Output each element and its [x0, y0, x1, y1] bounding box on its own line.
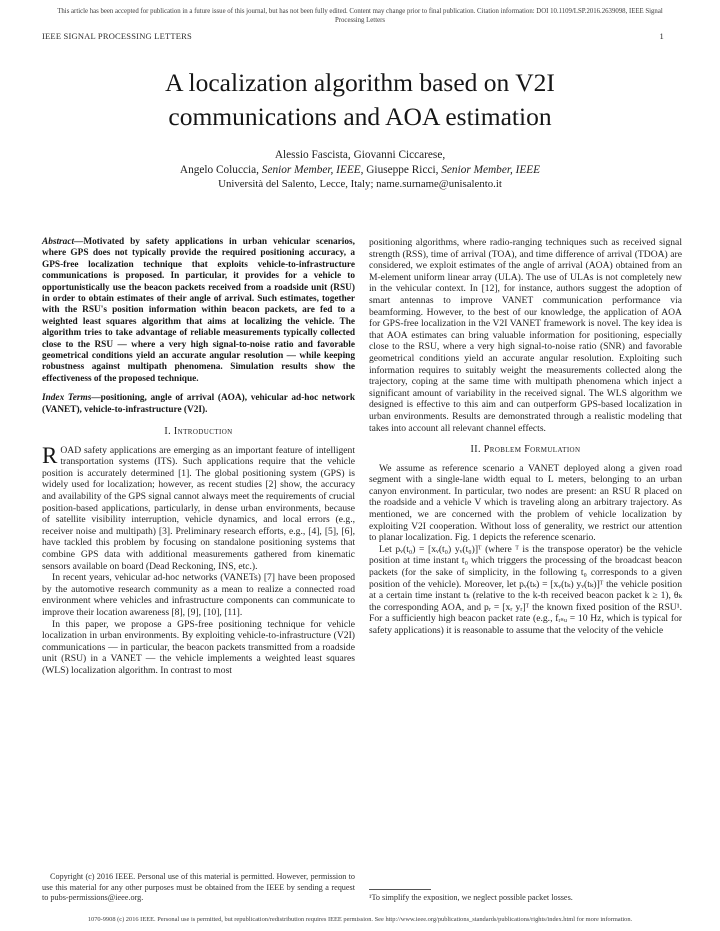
- abstract-text: —Motivated by safety applications in urban vehicular scenarios, where GPS does not typically provide the required positioning accuracy, a GPS-free localization technique that exploits vehicle-to-infrastructure communications is proposed. In particular, it provides for a vehicle to opportunistically use the beacon packets received from a roadside unit (RSU) in order to obtain estimates of their angle of arrival. Such estimates, together with the RSU's position information within beacon packets, are fed to a weighted least squares algorithm that aims at localizing the vehicle. The algorithm tries to take advantage of reliable measurements typically collected close to the RSU — where a very high signal-to-noise ratio and favorable geometrical conditions yield an accurate angular resolution — while keeping robustness against multipath phenomena. Simulation results show the effectiveness of the proposed technique.: [42, 237, 355, 384]
- problem-paragraph-1: We assume as reference scenario a VANET deployed along a given road segment with a single-lane width equal to L meters, belonging to an urban canyon environment. In particular, two nodes are present: an RSU R placed on the roadside and a vehicle V which is traveling along an arbitrary trajectory. As mentioned, we are concerned with the problem of vehicle localization by exploiting V2I cooperation. Without loss of generality, we restrict our attention to planar localization. Fig. 1 depicts the reference scenario.: [369, 462, 682, 544]
- footnote-text: ¹To simplify the exposition, we neglect possible packet losses.: [369, 893, 573, 902]
- left-column: [42, 237, 355, 903]
- body-paragraph-continuation: positioning algorithms, where radio-ranging techniques such as received signal strength (RSS), time of arrival (TOA), and time difference of arrival (TDOA) are considered, we exploit estimates of the angle of arrival (AOA) obtained from an M-element uniform linear array (ULA). The use of ULAs is not completely new in the vehicular context. In [12], for instance, authors suggest the adoption of smart antennas to improve VANET communication performance via beamforming. However, to the best of our knowledge, the application of AOA for GPS-free localization in the V2I VANET framework is novel. The key idea is that AOA estimates can bring valuable information for positioning, especially close to the RSU, where a very high signal-to-noise ratio (SNR) and favorable geometrical conditions yield an accurate angular resolution. Exploiting such information requires to suitably weight the measurements collected along the trajectory, coping at the same time with multipath phenomena which inject a significant amount of variability in the received signal. The WLS algorithm we designed is effective to this aim and can outperform GPS-based localization in urban environments. Results are demonstrated through a realistic modeling that takes into account all relevant channel effects.: [369, 237, 682, 434]
- index-terms-paragraph: [42, 393, 355, 416]
- intro-paragraph-2: In recent years, vehicular ad-hoc networks (VANETs) [7] have been proposed by the automotive research community as a mean to realize a connected road environment where vehicles and infrastructure components can communicate to improve their location awareness [8], [9], [10], [11].: [42, 572, 355, 618]
- acceptance-notice-line2: Processing Letters: [334, 17, 386, 24]
- section-heading-introduction: I. Introduction: [164, 426, 233, 438]
- abstract-paragraph: [42, 237, 355, 385]
- affiliation-line: Università del Salento, Lecce, Italy; name.surname@unisalento.it: [218, 178, 502, 190]
- author-membership: Senior Member, IEEE: [261, 163, 361, 176]
- right-column: [369, 237, 682, 903]
- intro-paragraph-1-text: OAD safety applications are emerging as an important feature of intelligent transportation systems (ITS). Such applications require that the vehicle position is accurately determined [1]. The global positioning system (GPS) is widely used for localization; however, as recent studies [2] show, the accuracy and availability of the GPS signal cannot always meet the requirements of crucial position-based applications, particularly, in dense urban environments, because of satellite visibility interruption, vehicle dynamics, and local errors (e.g., receiver noise and multipath) [3]. Preliminary research efforts, e.g., [4], [5], [6], have tackled this problem by focusing on standalone positioning systems that combine GPS data with additional measurements gathered from kinematic sensors available on board (Dead Reckoning, INS, etc.).: [42, 444, 355, 572]
- running-head: [42, 31, 664, 41]
- section-heading-problem-formulation: II. Problem Formulation: [470, 444, 581, 456]
- issn-copyright-footer: 1070-9908 (c) 2016 IEEE. Personal use is permitted, but republication/redistribution requires IEEE permission. See http://www.ieee.org/publications_standards/publications/rights/index.html for more information.: [87, 916, 633, 923]
- paper-title: [0, 66, 720, 134]
- paper-title-line1: A localization algorithm based on V2I: [165, 68, 555, 97]
- page-number: 1: [659, 31, 664, 41]
- copyright-notice: Copyright (c) 2016 IEEE. Personal use of this material is permitted. However, permission to use this material for any other purposes must be obtained from the IEEE by sending a request to pubs-permissions@ieee.org.: [42, 872, 355, 902]
- author-block: [0, 148, 720, 192]
- drop-cap: R: [42, 442, 58, 468]
- abstract-label: Abstract: [42, 237, 75, 247]
- intro-paragraph-3: In this paper, we propose a GPS-free positioning technique for vehicle localization in urban environments. By exploiting vehicle-to-infrastructure (V2I) communications — in particular, the beacon packets transmitted from a roadside unit (RSU) in a VANET — the vehicle implements a weighted least squares (WLS) localization algorithm. In contrast to most: [42, 618, 355, 676]
- author-membership: Senior Member, IEEE: [441, 163, 541, 176]
- author-name: , Giuseppe Ricci,: [360, 163, 442, 176]
- acceptance-notice: [14, 7, 706, 25]
- problem-paragraph-2: Let pᵥ(t₀) = [xᵥ(t₀) yᵥ(t₀)]ᵀ (where ᵀ is the transpose operator) be the vehicle position at time instant t₀ which triggers the processing of the broadcast beacon packets (for the sake of simplicity, in the following t₀ corresponds to a given position of the vehicle). Moreover, let pᵥ(tₖ) = [xᵥ(tₖ) yᵥ(tₖ)]ᵀ the vehicle position at a certain time instant tₖ (relative to the k-th received beacon packet k ≥ 1), θₖ the corresponding AOA, and pᵣ = [xᵣ yᵣ]ᵀ the known fixed position of the RSU¹. For a sufficiently high beacon packet rate (e.g., fᵣₛᵤ = 10 Hz, which is typical for safety applications) it is reasonable to assume that the velocity of the vehicle: [369, 543, 682, 636]
- intro-paragraph-1: [42, 442, 355, 573]
- journal-name: IEEE SIGNAL PROCESSING LETTERS: [42, 31, 192, 41]
- footnote-rule: [369, 889, 431, 890]
- paper-title-line2: communications and AOA estimation: [168, 102, 552, 131]
- footnote-block: [369, 881, 682, 903]
- acceptance-notice-line1: This article has been accepted for publication in a future issue of this journal, but has not been fully edited. Content may change prior to final publication. Citation information: DOI 10.1109/LSP.2016.2639098, IEEE Signal: [57, 8, 663, 15]
- author-name: Angelo Coluccia,: [179, 163, 262, 176]
- author-line2: [0, 163, 720, 178]
- two-column-body: [42, 237, 682, 903]
- index-terms-label: Index Terms: [42, 393, 92, 404]
- author-line1: Alessio Fascista, Giovanni Ciccarese,: [274, 149, 446, 161]
- index-terms-text: —positioning, angle of arrival (AOA), vehicular ad-hoc network (VANET), vehicle-to-infrastructure (V2I).: [42, 393, 355, 415]
